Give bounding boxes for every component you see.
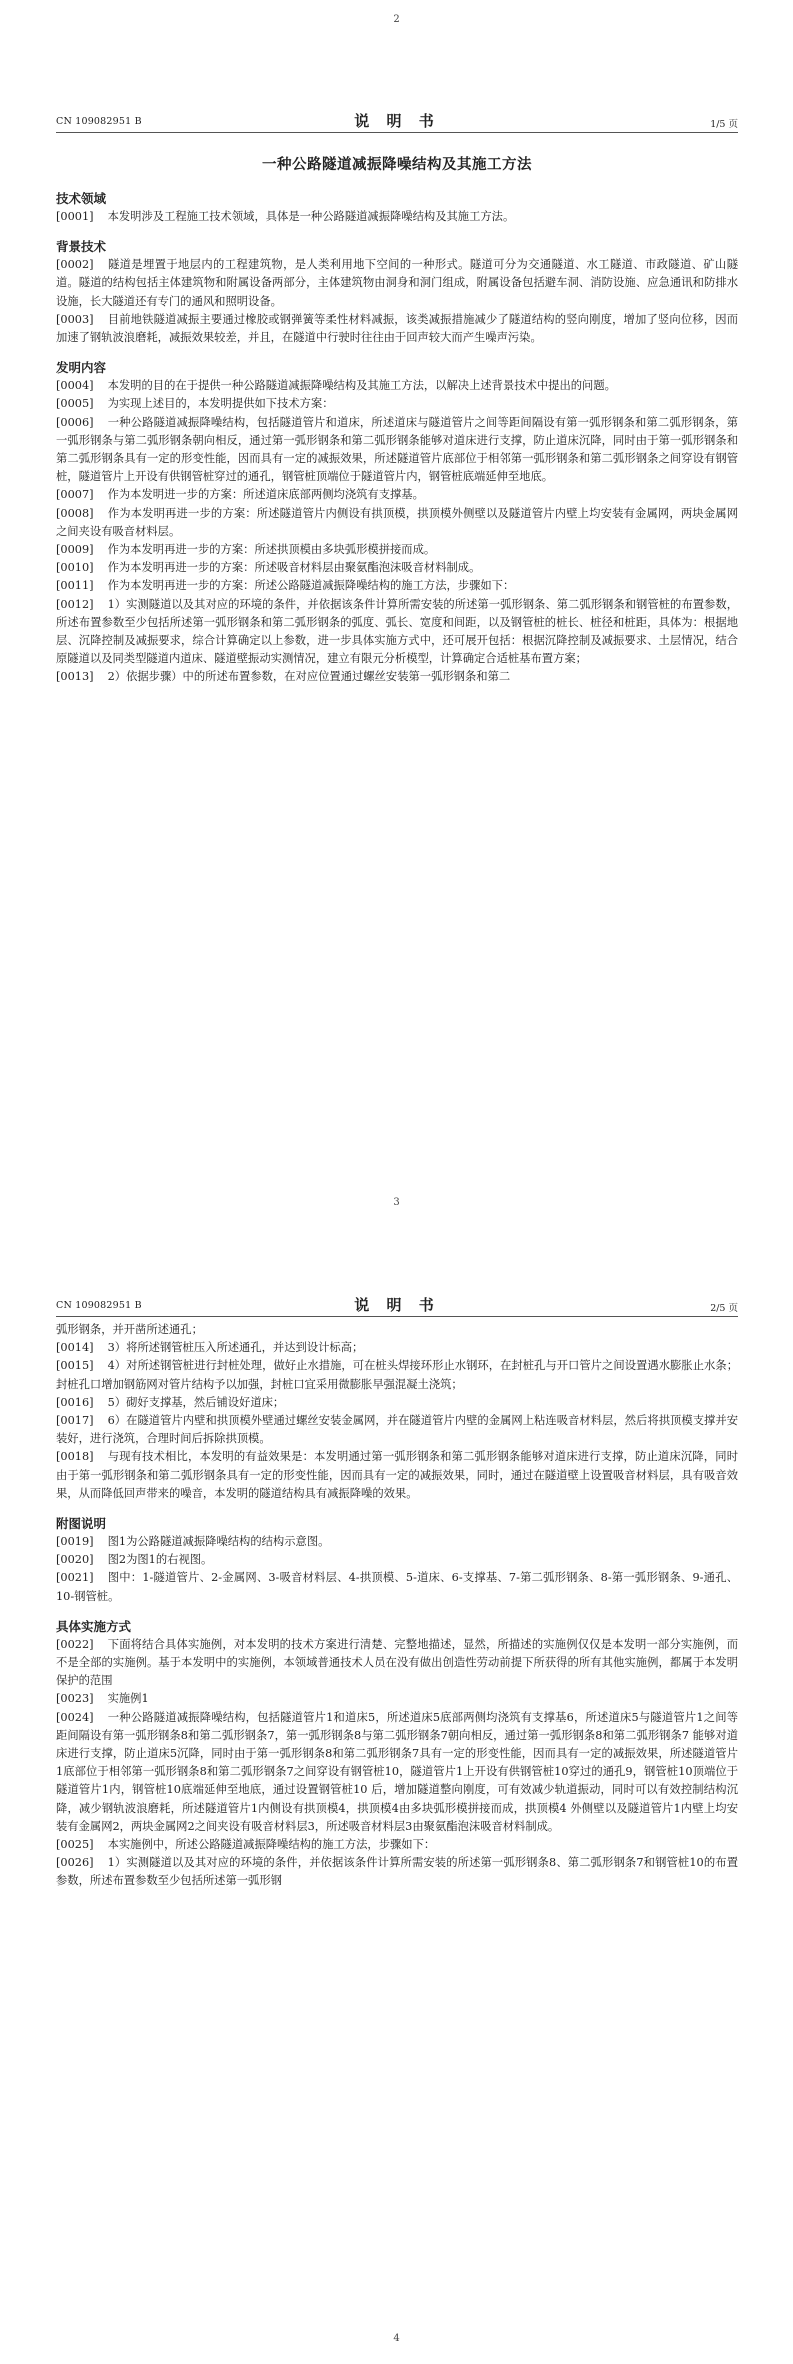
paragraph (56, 577, 738, 595)
section-heading: 技术领域 (56, 191, 107, 206)
page-indicator: 2/5 页 (710, 1303, 738, 1314)
paragraph-number: [0022] (56, 1637, 94, 1651)
paragraph-text: 6）在隧道管片内壁和拱顶模外壁通过螺丝安装金属网，并在隧道管片内壁的金属网上粘连吸音材料层，然后将拱顶模支撑并安装好，进行浇筑，合理时间后拆除拱顶模。 (56, 1414, 738, 1446)
paragraph-number: [0024] (56, 1710, 94, 1724)
section-heading: 背景技术 (56, 239, 107, 255)
paragraph (56, 1339, 738, 1357)
paragraph (56, 1569, 738, 1605)
paragraph (56, 256, 738, 311)
paragraph (56, 1551, 738, 1569)
paragraph-text: 作为本发明进一步的方案：所述道床底部两侧均浇筑有支撑基。 (107, 488, 424, 502)
paragraph-text: 3）将所述钢管桩压入所述通孔，并达到设计标高； (107, 1341, 364, 1355)
paragraph-number: [0001] (56, 210, 94, 223)
paragraph-number: [0004] (56, 379, 94, 393)
document-title: 一种公路隧道减振降噪结构及其施工方法 (262, 156, 532, 173)
paragraph-text: 作为本发明再进一步的方案：所述公路隧道减振降噪结构的施工方法，步骤如下： (107, 579, 515, 593)
paragraph (56, 377, 738, 395)
paragraph (56, 668, 738, 686)
patent-number: CN 109082951 B (56, 1300, 142, 1311)
paragraph-number: [0017] (56, 1414, 94, 1428)
continued-paragraph (56, 1321, 738, 1339)
page-header (56, 1294, 738, 1317)
paragraph-number: [0003] (56, 312, 94, 326)
paragraph-number: [0012] (56, 597, 94, 611)
paragraph-text: 弧形钢条，并开凿所述通孔； (56, 1323, 203, 1336)
paragraph-text: 图1为公路隧道减振降噪结构的结构示意图。 (107, 1535, 330, 1549)
paragraph (56, 1690, 738, 1708)
page-body (56, 174, 738, 687)
paragraph (56, 1533, 738, 1551)
paragraph-text: 作为本发明再进一步的方案：所述隧道管片内侧设有拱顶模，拱顶模外侧壁以及隧道管片内壁上均安装有金属网，两块金属网之间夹设有吸音材料层。 (56, 506, 738, 538)
paragraph (56, 1394, 738, 1412)
page-1 (56, 110, 738, 687)
page-number-top: 2 (393, 14, 400, 25)
paragraph-number: [0006] (56, 415, 94, 429)
paragraph-number: [0019] (56, 1535, 94, 1549)
header-title: 说 明 书 (354, 1296, 440, 1314)
paragraph-text: 本实施例中，所述公路隧道减振降噪结构的施工方法，步骤如下： (107, 1838, 436, 1852)
paragraph-text: 隧道是埋置于地层内的工程建筑物，是人类利用地下空间的一种形式。隧道可分为交通隧道、水工隧道、市政隧道、矿山隧道。隧道的结构包括主体建筑物和附属设备两部分，主体建筑物由洞身和洞门组成，附属设备包括避车洞、消防设施、应急通讯和防排水设施，长大隧道还有专门的通风和照明设备。 (56, 258, 738, 308)
paragraph-number: [0016] (56, 1395, 94, 1409)
paragraph-text: 1）实测隧道以及其对应的环境的条件，并依据该条件计算所需安装的所述第一弧形钢条8、第二弧形钢条7和钢管桩10的布置参数，所述布置参数至少包括所述第一弧形钢 (56, 1856, 738, 1888)
paragraph (56, 541, 738, 559)
paragraph-number: [0007] (56, 488, 94, 502)
paragraph (56, 596, 738, 669)
page-indicator: 1/5 页 (710, 119, 738, 130)
paragraph (56, 1357, 738, 1393)
page-body (56, 1321, 738, 1891)
page-number-middle: 3 (393, 1197, 400, 1208)
paragraph (56, 395, 738, 413)
paragraph-number: [0023] (56, 1692, 94, 1706)
paragraph (56, 1709, 738, 1836)
paragraph-text: 一种公路隧道减振降噪结构，包括隧道管片1和道床5，所述道床5底部两侧均浇筑有支撑基6，所述道床5与隧道管片1之间等距间隔设有第一弧形钢条8和第二弧形钢条7，第一弧形钢条8与第二弧形钢条7朝向相反，通过第一弧形钢条8和第二弧形钢条7 能够对道床进行支撑，防止道床5沉降，同时由于第一弧形钢条8和第二弧形钢条7具有一定的形变性能，因而具有一定的减振效果，所述隧道管片1底部位于相邻第一弧形钢条8和第二弧形钢条7之间穿设有钢管桩10，隧道管片1上开设有供钢管桩10穿过的通孔9，钢管桩10顶端位于隧道管片1内，钢管桩10底端延伸至地底，通过设置钢管桩10 后，增加隧道整向刚度，可有效减少轨道振动，同时可以有效控制结构沉降，减少钢轨波浪磨耗，所述隧道管片1内侧设有拱顶模4，拱顶模4由多块弧形模拼接而成，拱顶模4 外侧壁以及隧道管片1内壁上均安装有金属网2，两块金属网2之间夹设有吸音材料层3，所述吸音材料层3由聚氨酯泡沫吸音材料制成。 (56, 1710, 738, 1833)
section-heading: 具体实施方式 (56, 1618, 132, 1634)
page-header (56, 110, 738, 133)
paragraph-text: 图2为图1的右视图。 (107, 1553, 213, 1567)
paragraph-text: 下面将结合具体实施例，对本发明的技术方案进行清楚、完整地描述，显然，所描述的实施例仅仅是本发明一部分实施例，而不是全部的实施例。基于本发明中的实施例，本领域普通技术人员在没有做出创造性劳动前提下所获得的所有其他实施例，都属于本发明保护的范围 (56, 1637, 738, 1688)
paragraph-text: 与现有技术相比，本发明的有益效果是：本发明通过第一弧形钢条和第二弧形钢条能够对道床进行支撑，防止道床沉降，同时由于第一弧形钢条和第二弧形钢条具有一定的形变性能，因而具有一定的减振效果，同时，通过在隧道壁上设置吸音材料层，具有吸音效果，从而降低回声带来的噪音，本发明的隧道结构具有减振降噪的效果。 (56, 1450, 738, 1500)
paragraph-number: [0014] (56, 1341, 94, 1355)
paragraph (56, 505, 738, 541)
paragraph (56, 1448, 738, 1503)
paragraph-number: [0018] (56, 1450, 94, 1464)
paragraph (56, 311, 738, 347)
paragraph-number: [0025] (56, 1838, 94, 1852)
patent-number: CN 109082951 B (56, 116, 142, 127)
paragraph-number: [0002] (56, 258, 94, 272)
section-heading: 发明内容 (56, 360, 107, 376)
paragraph (56, 1412, 738, 1448)
paragraph-number: [0009] (56, 543, 94, 557)
header-title: 说 明 书 (354, 112, 440, 130)
page-number-bottom: 4 (393, 2333, 400, 2344)
paragraph (56, 414, 738, 487)
section-heading: 附图说明 (56, 1516, 107, 1532)
paragraph-text: 实施例1 (107, 1692, 149, 1706)
paragraph-text: 本发明涉及工程施工技术领域，具体是一种公路隧道减振降噪结构及其施工方法。 (107, 210, 515, 223)
paragraph-number: [0015] (56, 1359, 94, 1373)
paragraph-number: [0005] (56, 397, 94, 411)
paragraph-text: 1）实测隧道以及其对应的环境的条件，并依据该条件计算所需安装的所述第一弧形钢条、第二弧形钢条和钢管桩的布置参数，所述布置参数至少包括所述第一弧形钢条和第二弧形钢条的弧度、弧长、宽度和间距，以及钢管桩的桩长、桩径和桩距，具体为：根据地层、沉降控制及减振要求，综合计算确定以上参数，进一步具体实施方式中，还可展开包括：根据沉降控制及减振要求、土层情况，结合原隧道以及同类型隧道内道床、隧道壁振动实测情况，建立有限元分析模型，计算确定合适桩基布置方案； (56, 597, 738, 666)
paragraph-text: 一种公路隧道减振降噪结构，包括隧道管片和道床，所述道床与隧道管片之间等距间隔设有第一弧形钢条和第二弧形钢条，第一弧形钢条与第二弧形钢条朝向相反，通过第一弧形钢条和第二弧形钢条能够对道床进行支撑，防止道床沉降，同时由于第一弧形钢条和第二弧形钢条具有一定的形变性能，因而具有一定的减振效果，所述隧道管片底部位于相邻第一弧形钢条和第二弧形钢条之间穿设有钢管桩，隧道管片上开设有供钢管桩穿过的通孔，钢管桩顶端位于隧道管片内，钢管桩底端延伸至地底。 (56, 415, 738, 484)
paragraph-number: [0026] (56, 1856, 94, 1870)
page-2 (56, 1294, 738, 1891)
paragraph-number: [0008] (56, 506, 94, 520)
paragraph (56, 208, 738, 226)
paragraph (56, 1836, 738, 1854)
paragraph (56, 1854, 738, 1890)
paragraph (56, 1636, 738, 1691)
paragraph-text: 为实现上述目的，本发明提供如下技术方案： (107, 397, 334, 411)
paragraph-text: 图中：1-隧道管片、2-金属网、3-吸音材料层、4-拱顶模、5-道床、6-支撑基、7-第二弧形钢条、8-第一弧形钢条、9-通孔、10-钢管桩。 (56, 1571, 738, 1603)
paragraph-number: [0013] (56, 670, 94, 684)
paragraph-text: 本发明的目的在于提供一种公路隧道减振降噪结构及其施工方法，以解决上述背景技术中提出的问题。 (107, 379, 616, 393)
paragraph (56, 559, 738, 577)
paragraph-number: [0011] (56, 579, 94, 593)
paragraph (56, 486, 738, 504)
paragraph-text: 2）依据步骤）中的所述布置参数，在对应位置通过螺丝安装第一弧形钢条和第二 (107, 670, 511, 684)
paragraph-text: 作为本发明再进一步的方案：所述吸音材料层由聚氨酯泡沫吸音材料制成。 (107, 561, 481, 575)
paragraph-text: 目前地铁隧道减振主要通过橡胶或钢弹簧等柔性材料减振，该类减振措施减少了隧道结构的竖向刚度，增加了竖向位移，因而加速了钢轨波浪磨耗，减振效果较差，并且，在隧道中行驶时往往由于回声较大而产生噪声污染。 (56, 312, 738, 345)
paragraph-number: [0010] (56, 561, 94, 575)
paragraph-text: 作为本发明再进一步的方案：所述拱顶模由多块弧形模拼接而成。 (107, 543, 436, 557)
paragraph-text: 5）砌好支撑基，然后铺设好道床； (107, 1395, 285, 1409)
paragraph-number: [0020] (56, 1553, 94, 1567)
paragraph-text: 4）对所述钢管桩进行封桩处理，做好止水措施，可在桩头焊接环形止水钢环，在封桩孔与开口管片之间设置遇水膨胀止水条；封桩孔口增加钢筋网对管片结构予以加强，封桩口宜采用微膨胀早强混凝土浇筑； (56, 1359, 738, 1391)
paragraph-number: [0021] (56, 1571, 94, 1585)
